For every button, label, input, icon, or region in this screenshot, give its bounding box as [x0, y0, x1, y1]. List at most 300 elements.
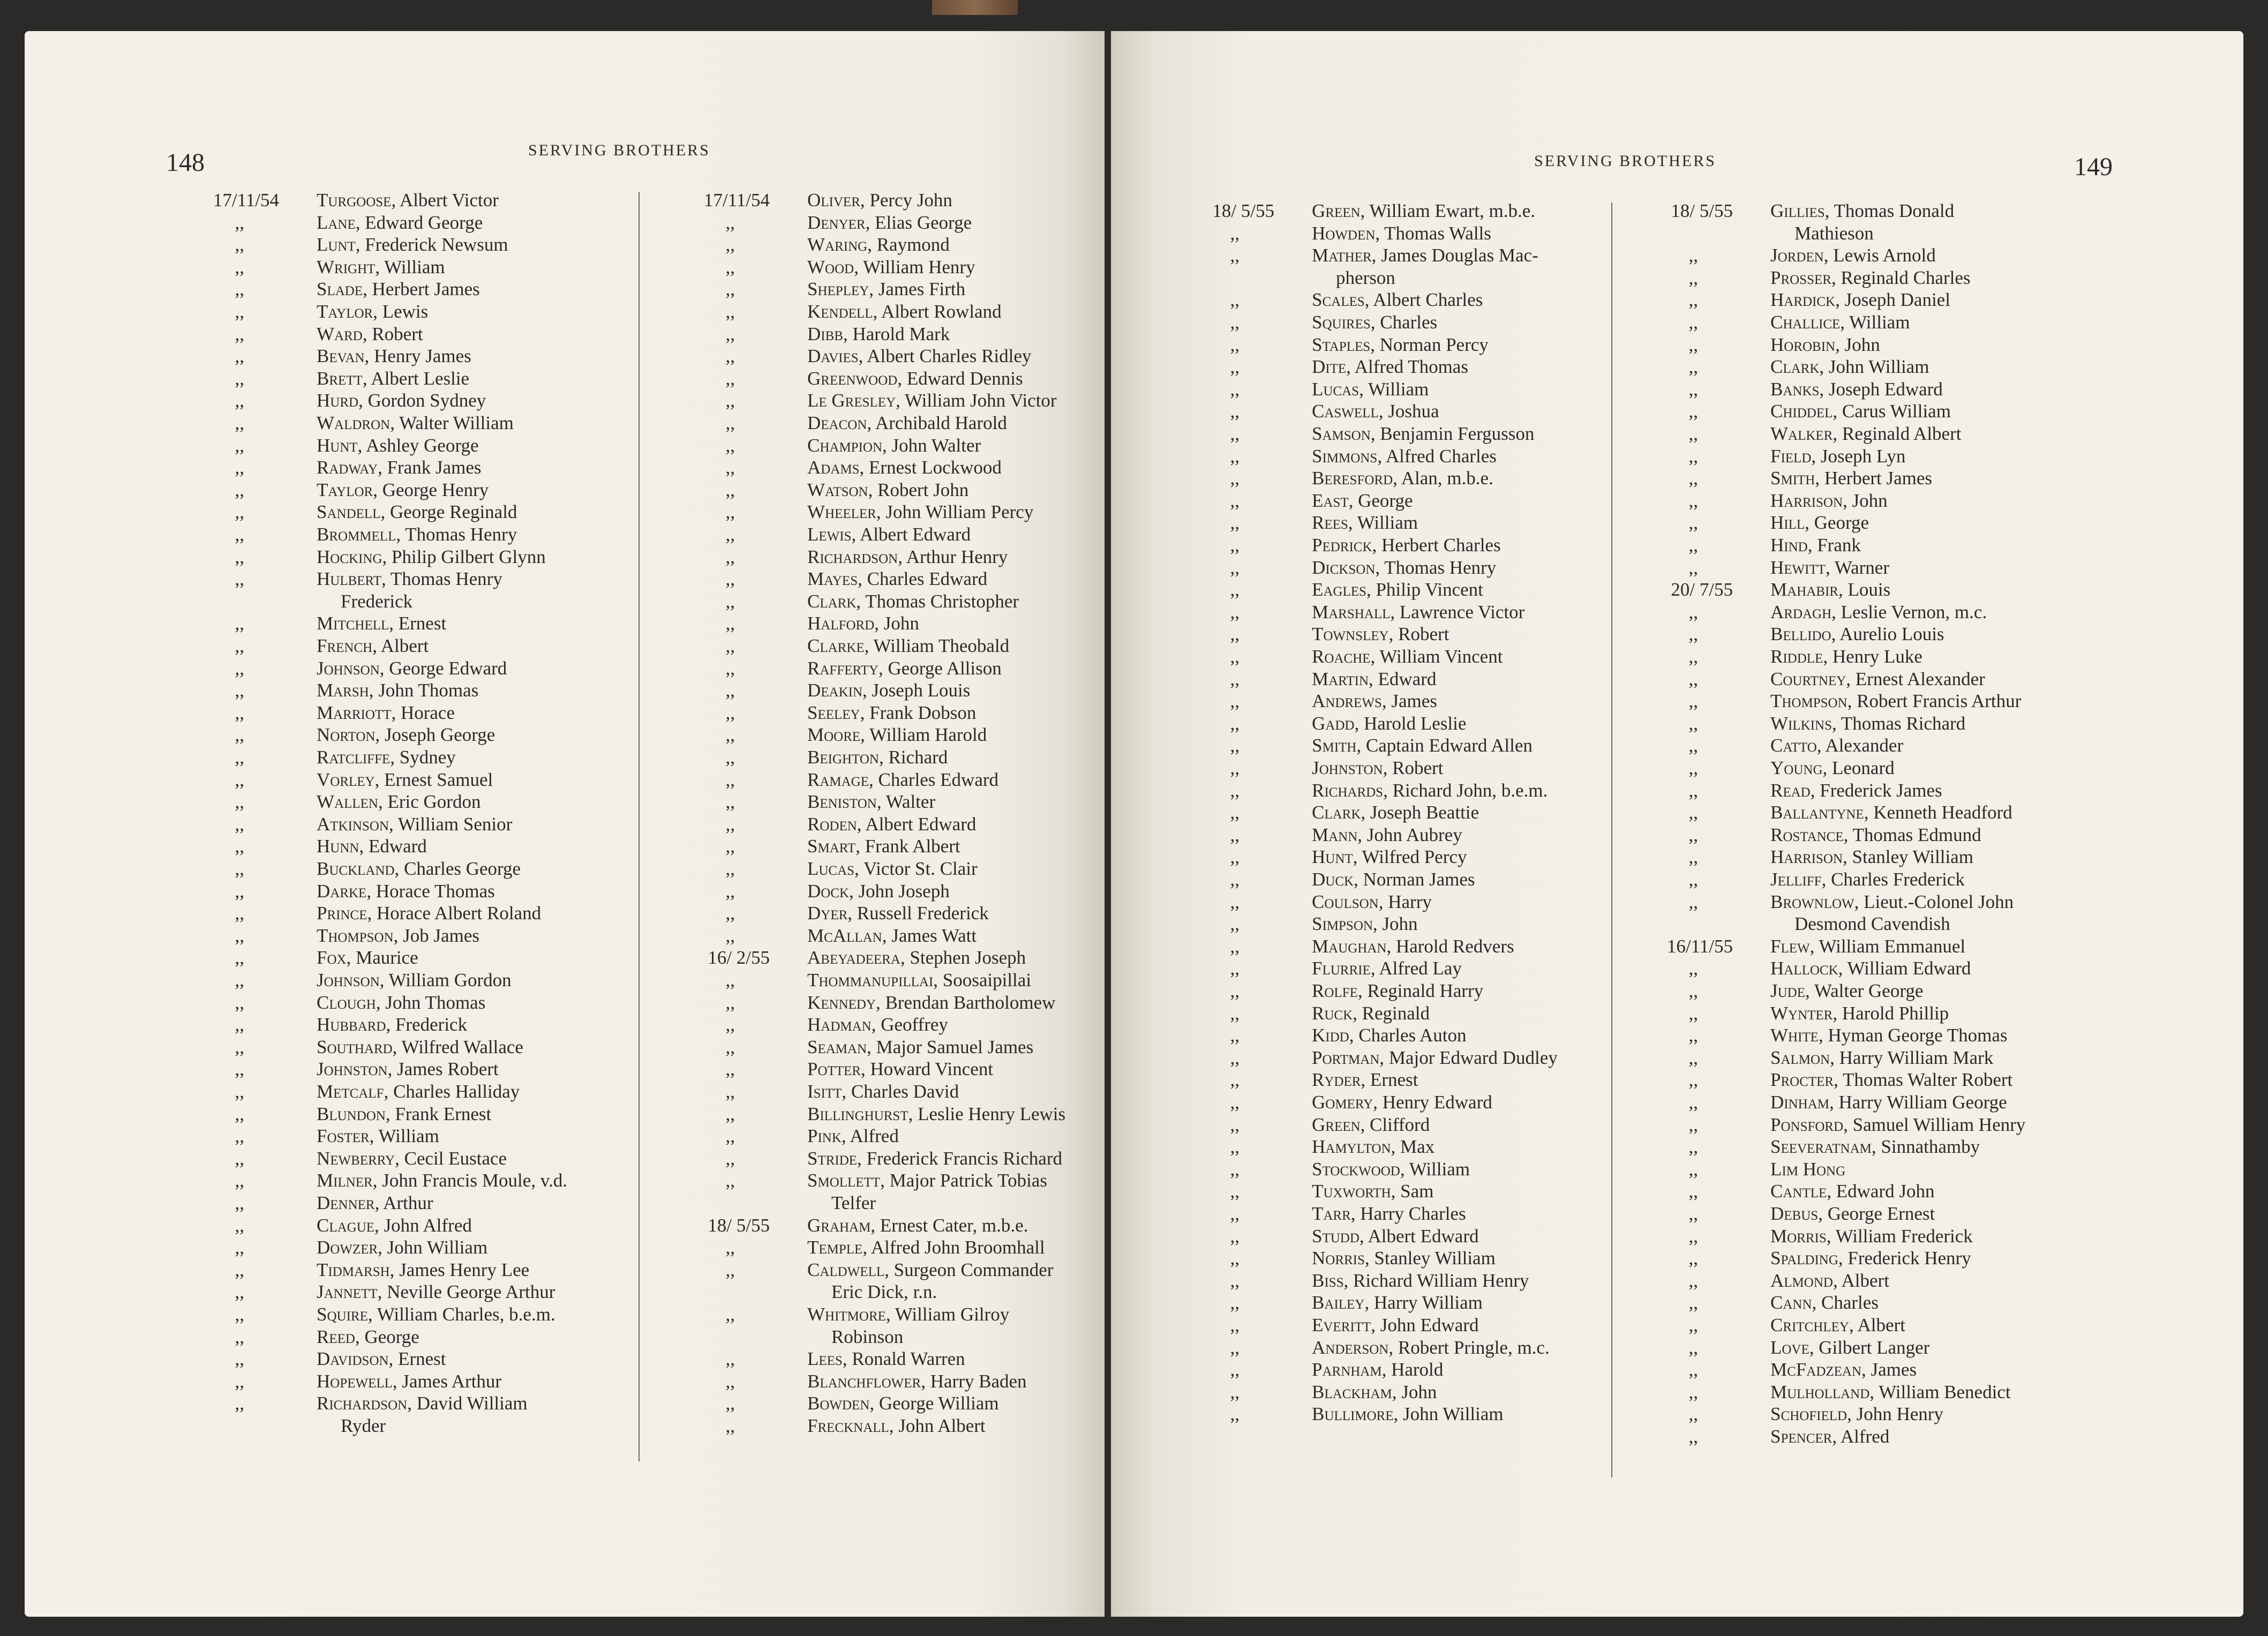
ditto-mark: ,, [235, 367, 244, 389]
member-name [1312, 646, 1503, 667]
ditto-mark: ,, [1230, 490, 1240, 511]
given-names: James Douglas Mac- [1376, 245, 1538, 266]
surname: Townsley, [1312, 624, 1394, 645]
register-entry [164, 1014, 646, 1035]
surname: Greenwood, [807, 367, 903, 389]
member-name [1312, 446, 1497, 467]
register-entry [1618, 936, 2100, 957]
register-entry [1618, 334, 2100, 356]
register-entry [655, 881, 1105, 902]
surname: Johnston, [1312, 757, 1388, 778]
given-names: Joshua [1383, 401, 1439, 422]
register-entry [164, 925, 646, 947]
member-name [317, 501, 517, 523]
register-entry [164, 1215, 646, 1236]
ditto-mark: ,, [725, 367, 735, 389]
name-continuation [341, 1415, 386, 1437]
register-entry [1618, 1337, 2100, 1359]
surname: Andrews, [1312, 691, 1387, 712]
surname: Moore, [807, 724, 865, 746]
register-entry [1159, 802, 1641, 823]
given-names: Leslie Henry Lewis [913, 1103, 1066, 1124]
given-names: William [1363, 378, 1429, 400]
member-name [1770, 1025, 2008, 1046]
member-name [317, 568, 502, 590]
member-name [1312, 936, 1514, 957]
surname: Bowden, [807, 1393, 875, 1414]
member-name [1312, 713, 1466, 734]
register-entry [1159, 624, 1641, 645]
given-names: George [1809, 512, 1869, 534]
given-names: John [1377, 913, 1418, 935]
register-entry [164, 591, 646, 612]
ditto-mark: ,, [1230, 1114, 1240, 1135]
given-names: George [1353, 490, 1413, 511]
surname: Caswell, [1312, 401, 1384, 422]
entry-date: 16/11/55 [1666, 935, 1733, 957]
register-entry [164, 658, 646, 679]
register-entry [1159, 1248, 1641, 1269]
given-names: John William Percy [881, 501, 1034, 523]
member-name [317, 1348, 446, 1370]
ditto-mark: ,, [1230, 245, 1240, 266]
surname: Denyer, [807, 212, 870, 233]
given-names: Samuel William Henry [1848, 1114, 2026, 1135]
surname: Simpson, [1312, 913, 1378, 935]
member-name [807, 858, 978, 880]
entry-date: 18/ 5/55 [1671, 200, 1733, 221]
ditto-mark: ,, [725, 1170, 735, 1191]
member-name [317, 613, 446, 634]
ditto-mark: ,, [1230, 691, 1240, 712]
given-names: Horace [396, 702, 455, 723]
given-names: Charles Halliday [388, 1081, 520, 1102]
surname: Turgoose, [317, 190, 396, 211]
register-entry [164, 1104, 646, 1125]
surname: Abeyadeera, [807, 947, 905, 969]
ditto-mark: ,, [725, 791, 735, 813]
surname: Riddle, [1770, 646, 1828, 667]
register-entry [1618, 1203, 2100, 1225]
surname: Martin, [1312, 668, 1373, 689]
ditto-mark: ,, [235, 680, 244, 701]
given-names: Thomas Richard [1836, 712, 1966, 734]
surname: Parnham, [1312, 1359, 1387, 1380]
register-entry [1618, 535, 2100, 556]
given-names: Frederick Francis Richard [861, 1147, 1062, 1169]
given-names: Thomas Edmund [1848, 824, 1981, 845]
surname: Chiddel, [1770, 401, 1838, 422]
surname: Kennedy, [807, 992, 881, 1013]
surname: Southard, [317, 1036, 397, 1057]
register-entry [655, 903, 1105, 924]
book-spine [932, 0, 1018, 15]
register-entry [655, 702, 1105, 724]
register-entry [1618, 824, 2100, 846]
surname: Brett, [317, 367, 367, 389]
surname: Rees, [1312, 512, 1353, 534]
register-entry [655, 457, 1105, 478]
ditto-mark: ,, [1688, 423, 1698, 444]
register-entry [1159, 913, 1641, 935]
ditto-mark: ,, [235, 1304, 244, 1325]
surname: Ardagh, [1770, 601, 1836, 622]
given-names: Edward George [360, 212, 483, 233]
column-rule [639, 192, 640, 1461]
member-name [317, 1170, 567, 1191]
member-name [1770, 379, 1943, 400]
given-names: Louis [1843, 579, 1891, 601]
member-name [807, 1170, 1047, 1191]
register-entry [1618, 267, 2100, 289]
ditto-mark: ,, [725, 524, 735, 545]
ditto-mark: ,, [1688, 624, 1698, 645]
surname: Temple, [807, 1237, 868, 1258]
given-names: Henry James [369, 346, 471, 367]
surname: Samson, [1312, 423, 1376, 444]
surname: Mulholland, [1770, 1381, 1875, 1402]
given-names: Philip Gilbert Glynn [387, 546, 546, 567]
register-entry [655, 1237, 1105, 1258]
register-entry [655, 814, 1105, 835]
member-name [1312, 223, 1491, 244]
member-name [317, 257, 445, 278]
register-entry [1159, 846, 1641, 868]
ditto-mark: ,, [235, 434, 244, 456]
surname: Jelliff, [1770, 869, 1827, 890]
given-names: William John Victor [900, 390, 1057, 411]
member-name [807, 457, 1002, 478]
ditto-mark: ,, [1230, 824, 1240, 845]
given-names: Frank Dobson [865, 702, 977, 723]
surname: Lane, [317, 212, 361, 233]
member-name [1770, 1159, 1845, 1180]
ditto-mark: ,, [1230, 1025, 1240, 1046]
register-entry [655, 970, 1105, 991]
given-names: Norman James [1358, 869, 1475, 890]
given-names: Ernest Cater, m.b.e. [875, 1214, 1028, 1236]
given-names: Benjamin Fergusson [1375, 423, 1535, 444]
ditto-mark: ,, [725, 769, 735, 790]
register-entry [1159, 691, 1641, 712]
register-entry [1618, 1315, 2100, 1336]
member-name [317, 947, 418, 969]
ditto-mark: ,, [235, 1348, 244, 1370]
surname: Billinghurst, [807, 1103, 913, 1124]
ditto-mark: ,, [235, 1147, 244, 1169]
ditto-mark: ,, [1230, 846, 1240, 868]
register-entry [1159, 200, 1641, 222]
surname: Richards, [1312, 779, 1388, 801]
surname: Lunt, [317, 234, 361, 256]
member-name [317, 680, 478, 701]
given-names: Sinnathamby [1876, 1136, 1980, 1158]
given-names: Robert John [873, 479, 969, 500]
member-name [1770, 869, 1965, 890]
surname: Dock, [807, 880, 854, 902]
member-name [807, 1215, 1028, 1236]
ditto-mark: ,, [1230, 1069, 1240, 1091]
register-entry [1618, 735, 2100, 756]
register-entry [1618, 579, 2100, 601]
ditto-mark: ,, [1688, 1025, 1698, 1046]
given-names: Edward [1373, 668, 1437, 689]
ditto-mark: ,, [1688, 245, 1698, 266]
surname: Catto, [1770, 735, 1822, 756]
register-entry [164, 190, 646, 211]
given-names: Howard Vincent [865, 1059, 994, 1080]
surname: Frecknall, [807, 1415, 894, 1436]
given-names: Philip Vincent [1371, 579, 1483, 601]
register-entry [164, 1237, 646, 1258]
given-names: Robert Francis Arthur [1852, 691, 2022, 712]
ditto-mark: ,, [1230, 1359, 1240, 1380]
surname: Lim Hong [1770, 1158, 1846, 1180]
entry-date: 18/ 5/55 [1212, 200, 1274, 221]
register-entry [1159, 735, 1641, 756]
surname: Deakin, [807, 680, 867, 701]
member-name [1312, 1315, 1478, 1336]
ditto-mark: ,, [1230, 222, 1240, 244]
surname: Johnson, [317, 657, 385, 679]
surname: Wood, [807, 256, 859, 277]
ditto-mark: ,, [725, 256, 735, 277]
member-name [1312, 1069, 1418, 1091]
ditto-mark: ,, [1688, 356, 1698, 378]
ditto-mark: ,, [1230, 1158, 1240, 1180]
surname: Ballantyne, [1770, 802, 1869, 823]
ditto-mark: ,, [1688, 980, 1698, 1001]
given-names: William [374, 1125, 439, 1147]
given-names: James Watt [887, 925, 977, 946]
member-name [1770, 1203, 1935, 1225]
member-name [1312, 1226, 1478, 1247]
register-entry [655, 925, 1105, 947]
register-entry [655, 524, 1105, 545]
surname: Salmon, [1770, 1047, 1835, 1068]
register-entry [655, 324, 1105, 345]
ditto-mark: ,, [1230, 980, 1240, 1001]
surname: Hurd, [317, 390, 363, 411]
given-names: Frank [1812, 535, 1861, 556]
register-entry [655, 591, 1105, 612]
member-name [807, 279, 965, 300]
ditto-mark: ,, [725, 1415, 735, 1436]
member-name [1770, 1092, 2007, 1113]
surname: Portman, [1312, 1047, 1385, 1068]
member-name [317, 992, 485, 1014]
member-name [317, 814, 512, 835]
member-name [1312, 846, 1467, 868]
given-names: Robert Pringle, m.c. [1393, 1337, 1550, 1358]
given-names: Alfred John Broomhall [867, 1237, 1045, 1258]
member-name [1770, 735, 1903, 756]
ditto-mark: ,, [235, 657, 244, 679]
given-names: Max [1395, 1136, 1435, 1158]
member-name [807, 346, 1031, 367]
ditto-mark: ,, [235, 1237, 244, 1258]
member-name [317, 881, 495, 902]
member-name [807, 903, 989, 924]
register-entry [655, 769, 1105, 791]
surname: Vorley, [317, 769, 380, 790]
given-names: Frederick James [1815, 779, 1942, 801]
surname: Radway, [317, 457, 382, 478]
surname: Oliver, [807, 190, 865, 211]
given-names: Neville George Arthur [382, 1281, 555, 1303]
register-entry [1618, 245, 2100, 266]
ditto-mark: ,, [725, 702, 735, 723]
member-name [1770, 1047, 1993, 1069]
register-entry [1618, 223, 2100, 244]
surname: Jude, [1770, 980, 1810, 1001]
ditto-mark: ,, [725, 836, 735, 857]
register-entry [1159, 1292, 1641, 1314]
member-name [1312, 1047, 1558, 1069]
ditto-mark: ,, [235, 212, 244, 233]
surname: Davies, [807, 346, 863, 367]
member-name [1770, 1404, 1943, 1425]
ditto-mark: ,, [235, 1036, 244, 1057]
running-head: SERVING BROTHERS [528, 141, 710, 159]
member-name [1770, 936, 1965, 957]
ditto-mark: ,, [1230, 1248, 1240, 1269]
given-names: Charles Auton [1354, 1025, 1467, 1046]
register-entry [1618, 1359, 2100, 1380]
surname: Bailey, [1312, 1292, 1370, 1314]
given-names: John Francis Moule, v.d. [377, 1170, 567, 1191]
register-entry [655, 568, 1105, 590]
surname: Metcalf, [317, 1081, 389, 1102]
register-entry [1618, 913, 2100, 935]
register-entry [1159, 1025, 1641, 1046]
register-entry [1159, 312, 1641, 333]
given-names: Herbert Charles [1377, 535, 1501, 556]
register-entry [1159, 245, 1641, 266]
given-names: Stanley William [1847, 846, 1973, 868]
surname: White, [1770, 1025, 1823, 1046]
given-names: Lawrence Victor [1395, 601, 1525, 622]
member-name [317, 1393, 528, 1414]
ditto-mark: ,, [1230, 401, 1240, 422]
register-entry [655, 1037, 1105, 1058]
register-entry [655, 546, 1105, 568]
given-names: Robinson [831, 1326, 904, 1347]
given-names: Aurelio Louis [1836, 624, 1944, 645]
member-name [317, 301, 428, 322]
given-names: William [1353, 512, 1418, 534]
given-names: James [1866, 1359, 1917, 1380]
entry-date: 17/11/54 [703, 190, 770, 211]
member-name [1312, 1003, 1430, 1024]
member-name [317, 1326, 419, 1348]
given-names: John Thomas [373, 680, 479, 701]
register-entry [655, 1104, 1105, 1125]
given-names: Kenneth Headford [1868, 802, 2012, 823]
surname: Simmons, [1312, 445, 1383, 467]
given-names: George Allison [883, 657, 1002, 679]
register-entry [1159, 1047, 1641, 1069]
member-name [807, 324, 950, 345]
name-continuation [831, 1192, 876, 1214]
ditto-mark: ,, [1230, 891, 1240, 912]
surname: Mahabir, [1770, 579, 1843, 601]
member-name [1312, 1248, 1496, 1269]
ditto-mark: ,, [1688, 1381, 1698, 1402]
surname: Beighton, [807, 747, 884, 768]
ditto-mark: ,, [235, 880, 244, 902]
given-names: Surgeon Commander [889, 1259, 1054, 1280]
given-names: James Arthur [397, 1370, 502, 1392]
member-name [807, 1393, 999, 1414]
ditto-mark: ,, [1688, 1002, 1698, 1024]
ditto-mark: ,, [1688, 1158, 1698, 1180]
register-entry [655, 346, 1105, 367]
given-names: Horace Thomas [371, 880, 495, 902]
ditto-mark: ,, [725, 1036, 735, 1057]
surname: Norris, [1312, 1248, 1370, 1269]
member-name [1312, 869, 1475, 890]
register-entry [164, 390, 646, 411]
register-entry [1618, 1114, 2100, 1136]
given-names: Soosaipillai [938, 970, 1032, 990]
member-name [1770, 1426, 1889, 1447]
member-name [1770, 1315, 1905, 1336]
ditto-mark: ,, [1688, 958, 1698, 979]
given-names: Victor St. Clair [859, 858, 978, 879]
register-entry [1159, 1203, 1641, 1225]
given-names: Reginald Harry [1362, 980, 1484, 1001]
member-name [807, 881, 950, 902]
surname: Procter, [1770, 1069, 1838, 1091]
given-names: Harold [1386, 1359, 1444, 1380]
member-name [1312, 780, 1548, 801]
surname: Wilkins, [1770, 712, 1837, 734]
register-entry [1618, 423, 2100, 445]
ditto-mark: ,, [1230, 445, 1240, 467]
member-name [1770, 490, 1888, 512]
member-name [807, 1348, 965, 1370]
member-name [317, 658, 507, 679]
member-name [1312, 735, 1533, 756]
member-name [1770, 1337, 1929, 1359]
ditto-mark: ,, [1688, 512, 1698, 534]
surname: Squires, [1312, 312, 1376, 333]
ditto-mark: ,, [725, 680, 735, 701]
page-number: 148 [166, 148, 205, 177]
register-entry [164, 1037, 646, 1058]
surname: Critchley, [1770, 1315, 1854, 1335]
surname: Challice, [1770, 312, 1845, 333]
given-names: Major Patrick Tobias [884, 1170, 1047, 1191]
given-names: Thomas Henry [386, 568, 502, 590]
given-names: Frederick [341, 590, 413, 612]
ditto-mark: ,, [235, 858, 244, 879]
ditto-mark: ,, [725, 1103, 735, 1124]
given-names: Cecil Eustace [399, 1147, 507, 1169]
member-name [807, 925, 977, 947]
register-entry [164, 1304, 646, 1325]
ditto-mark: ,, [725, 590, 735, 612]
surname: Johnson, [317, 970, 385, 990]
ditto-mark: ,, [1230, 712, 1240, 734]
ditto-mark: ,, [1230, 668, 1240, 689]
given-names: Charles Edward [873, 769, 999, 790]
name-continuation [831, 1281, 937, 1303]
member-name [1312, 535, 1501, 556]
ditto-mark: ,, [1688, 712, 1698, 734]
given-names: Warner [1830, 557, 1889, 578]
